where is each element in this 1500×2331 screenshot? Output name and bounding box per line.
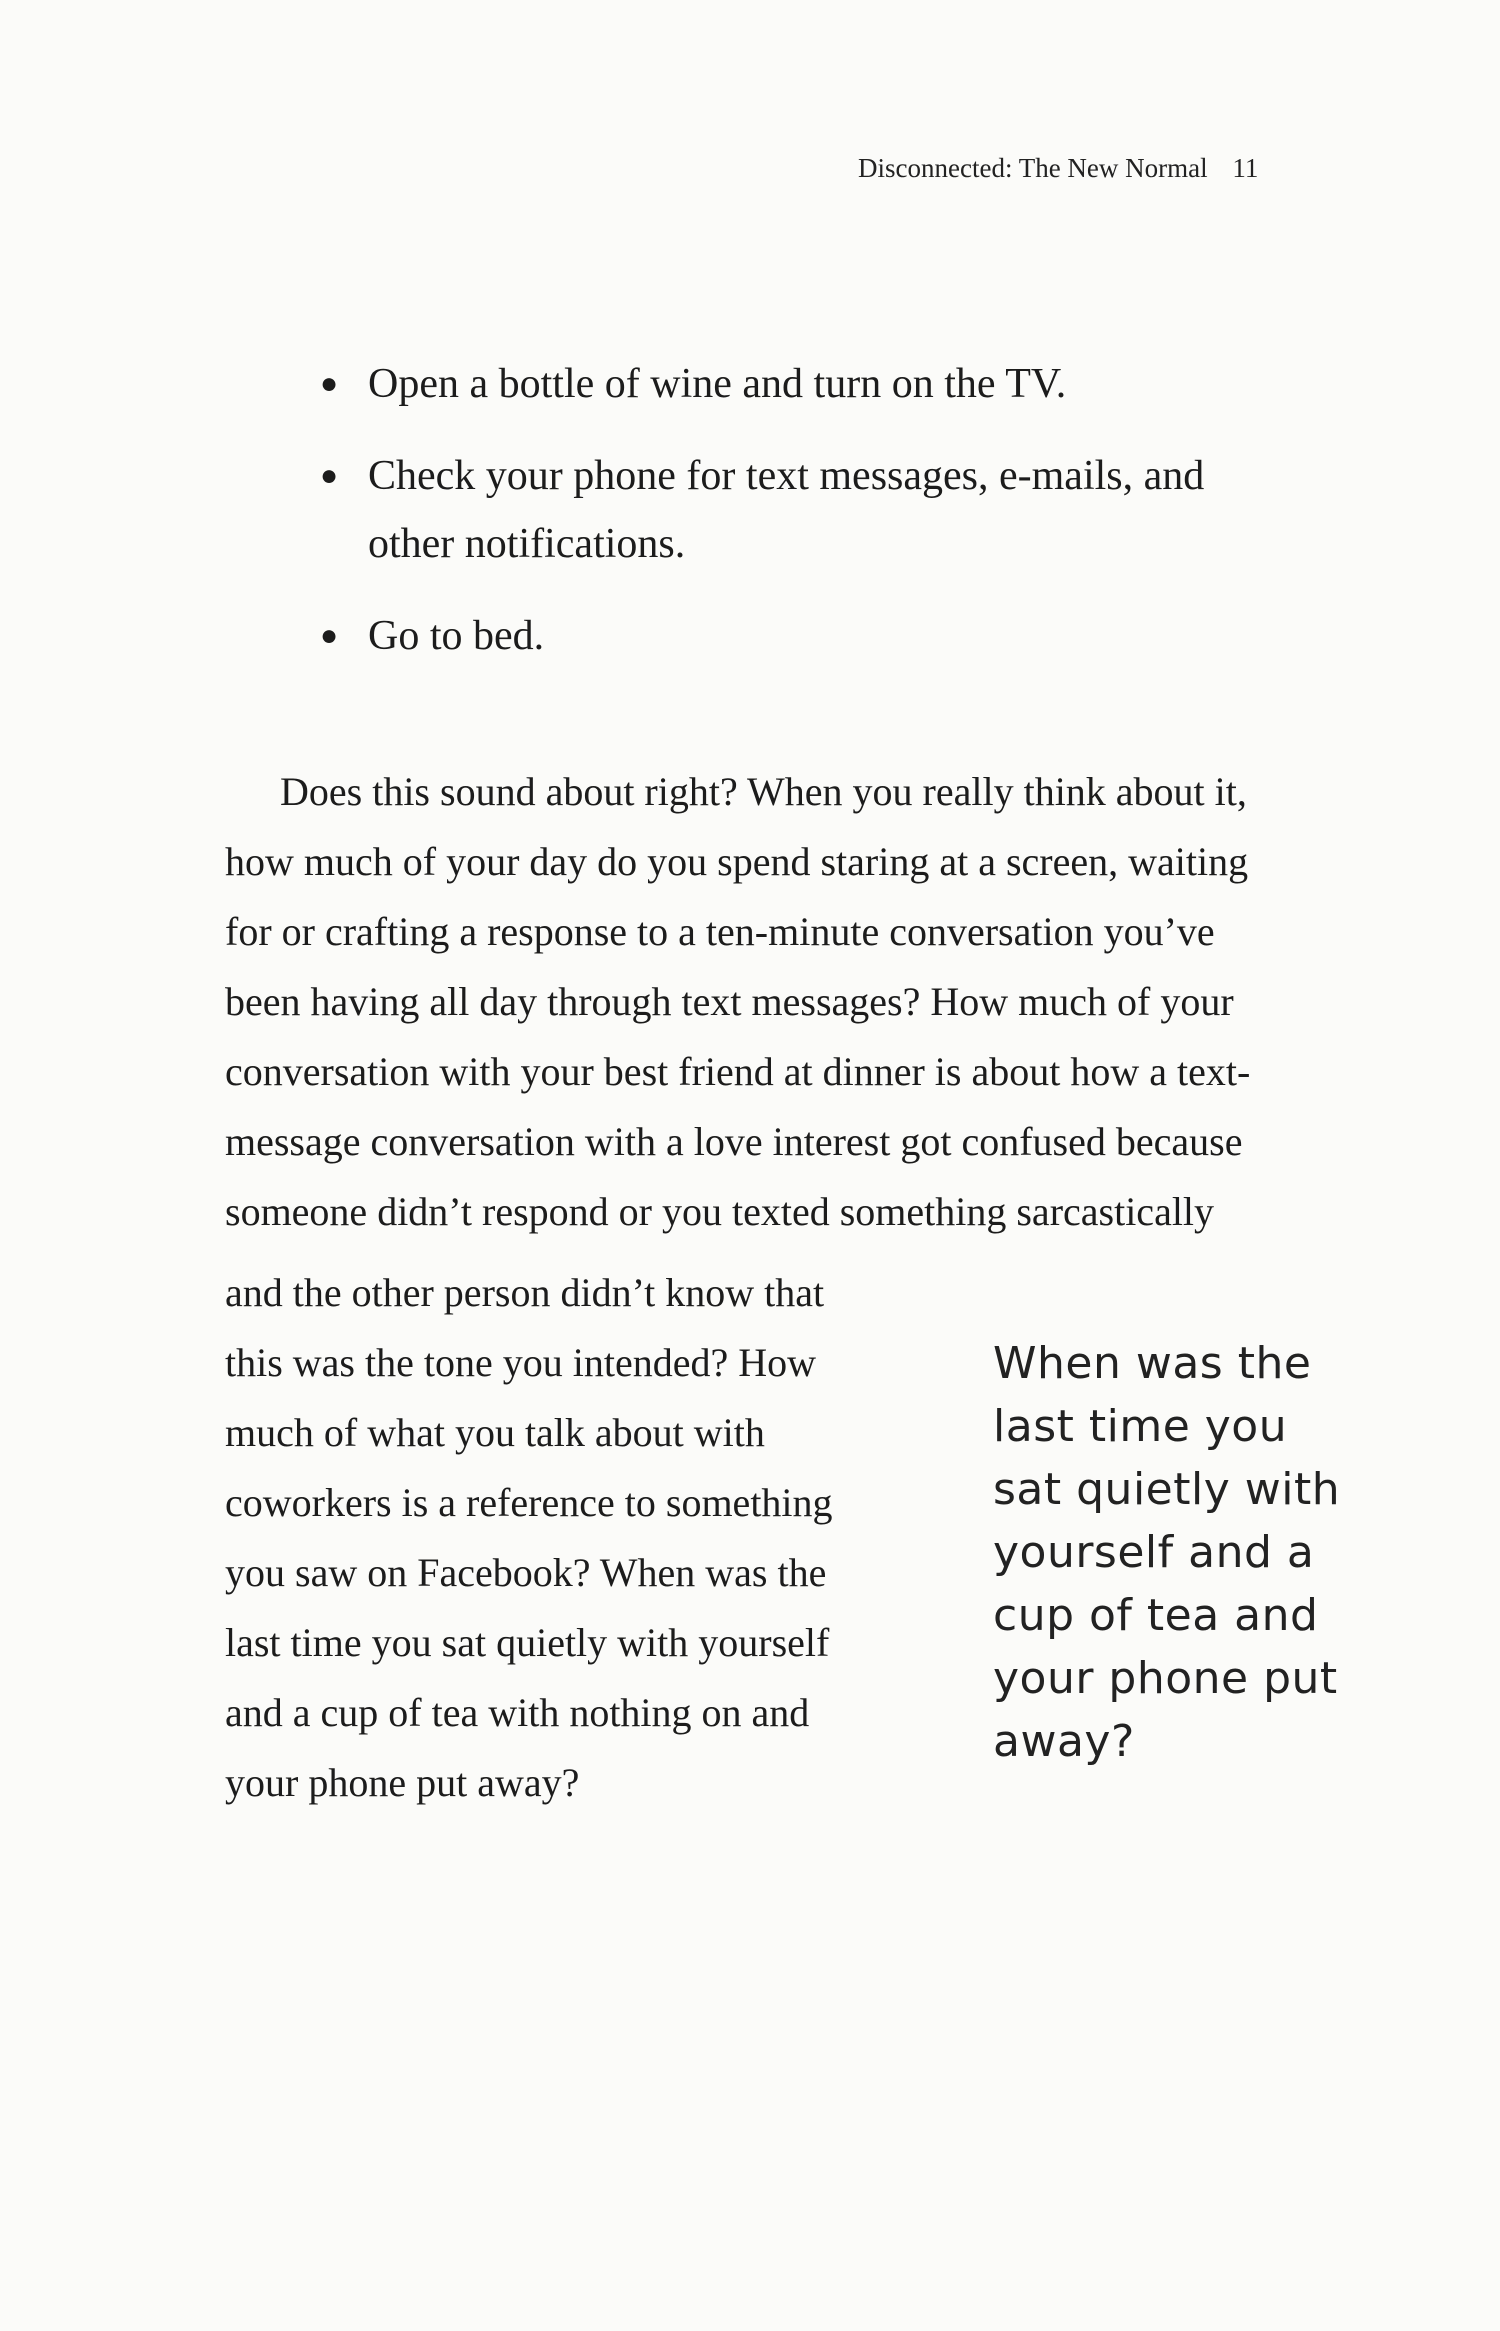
paragraph-line: message conversation with a love interest got confused because [225,1119,1243,1164]
list-item [320,350,1300,418]
paragraph-line: last time you sat quietly with yourself [225,1620,830,1665]
paragraph-line: and a cup of tea with nothing on and [225,1690,810,1735]
paragraph-line: for or crafting a response to a ten-minute conversation you’ve [225,909,1215,954]
paragraph-line: coworkers is a reference to something [225,1480,833,1525]
pull-quote [993,1332,1413,1773]
pull-quote-line: When was the [993,1338,1312,1389]
paragraph-line: and the other person didn’t know that [225,1270,825,1315]
list-item [320,442,1300,578]
list-item [320,602,1300,670]
pull-quote-line: sat quietly with [993,1464,1341,1515]
bullet-icon: ● [320,367,339,400]
paragraph-line: you saw on Facebook? When was the [225,1550,827,1595]
paragraph-line: conversation with your best friend at dinner is about how a text- [225,1049,1251,1094]
pull-quote-line: yourself and a [993,1527,1315,1578]
bullet-text: Open a bottle of wine and turn on the TV. [368,361,1067,407]
bullet-icon: ● [320,619,339,652]
paragraph-line: been having all day through text messages? How much of your [225,979,1234,1024]
paragraph-line: Does this sound about right? When you really think about it, [280,769,1247,814]
running-title: Disconnected: The New Normal [858,153,1208,183]
paragraph-line: someone didn’t respond or you texted something sarcastically [225,1189,1215,1234]
body-paragraph-continued [225,1258,833,1818]
pull-quote-line: your phone put [993,1653,1338,1704]
bullet-icon: ● [320,459,339,492]
paragraph-line: this was the tone you intended? How [225,1340,816,1385]
bullet-text: Check your phone for text messages, e-mails, and other notifications. [368,453,1205,567]
page-number: 11 [1232,153,1259,183]
pull-quote-line: away? [993,1716,1135,1767]
paragraph-line: much of what you talk about with [225,1410,765,1455]
pull-quote-line: last time you [993,1401,1288,1452]
running-header [858,153,1358,184]
paragraph-line: your phone put away? [225,1760,580,1805]
pull-quote-line: cup of tea and [993,1590,1319,1641]
bullet-text: Go to bed. [368,613,545,659]
body-paragraph [225,757,1250,1247]
bullet-list [320,350,1300,694]
paragraph-line: how much of your day do you spend staring at a screen, waiting [225,839,1249,884]
